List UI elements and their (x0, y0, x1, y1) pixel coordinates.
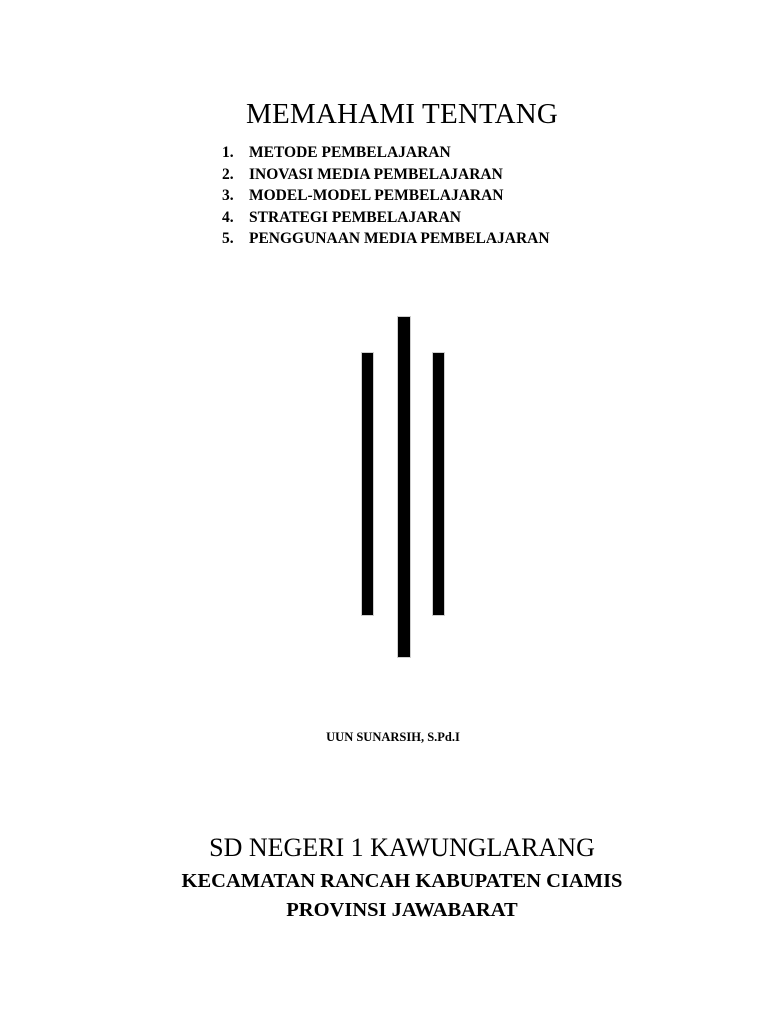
list-item-number: 3. (222, 187, 234, 204)
list-item-text: METODE PEMBELAJARAN (249, 144, 451, 161)
list-item-number: 2. (222, 165, 234, 183)
list-item-number: 4. (222, 208, 234, 226)
author-name: UUN SUNARSIH, S.Pd.I (326, 730, 460, 744)
decorative-bar-left (361, 352, 374, 616)
decorative-bar-right (432, 352, 445, 616)
province-line: PROVINSI JAWABARAT (286, 899, 518, 921)
list-item-text: PENGGUNAAN MEDIA PEMBELAJARAN (249, 230, 550, 247)
list-item-number: 1. (222, 144, 234, 161)
list-item-text: INOVASI MEDIA PEMBELAJARAN (249, 165, 503, 183)
school-name: SD NEGERI 1 KAWUNGLARANG (209, 833, 595, 862)
page-title: MEMAHAMI TENTANG (245, 98, 559, 130)
list-item-number: 5. (222, 230, 234, 247)
list-item-text: MODEL-MODEL PEMBELAJARAN (249, 187, 504, 204)
list-item-text: STRATEGI PEMBELAJARAN (249, 208, 462, 226)
decorative-bar-center (397, 316, 411, 658)
district-line: KECAMATAN RANCAH KABUPATEN CIAMIS (181, 870, 623, 892)
